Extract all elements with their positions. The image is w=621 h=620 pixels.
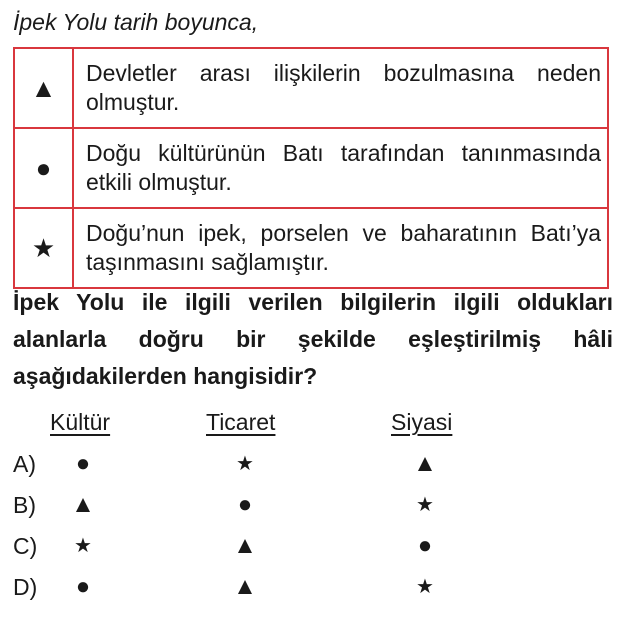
circle-icon: ● [237,491,253,518]
header-kultur: Kültür [50,409,111,435]
header-siyasi: Siyasi [391,409,453,435]
circle-icon: ● [14,128,73,208]
option-b-letter[interactable]: B) [13,492,36,518]
circle-icon: ● [75,573,91,600]
header-ticaret: Ticaret [206,409,276,435]
star-icon: ★ [236,453,254,475]
question-text: İpek Yolu ile ilgili verilen bilgilerin ilgili oldukları alanlarla doğru bir şekilde eşleştirilmiş hâli aşağıdakilerden hangisidir? [13,289,613,389]
triangle-icon: ▲ [233,532,257,559]
table-row [14,48,608,128]
row-text: Devletler arası ilişkilerin bozulmasına neden olmuştur. [73,48,608,128]
triangle-icon: ▲ [233,573,257,600]
option-c-letter[interactable]: C) [13,533,38,559]
star-icon: ★ [416,494,434,516]
star-icon: ★ [416,576,434,598]
triangle-icon: ▲ [71,491,95,518]
row-text: Doğu kültürünün Batı tarafından tanınmasında etkili olmuştur. [73,128,608,208]
option-d-letter[interactable]: D) [13,574,38,600]
circle-icon: ● [417,532,433,559]
circle-icon: ● [75,450,91,477]
table-row [14,128,608,208]
star-icon: ★ [74,535,92,557]
facts-table [13,47,609,289]
triangle-icon: ▲ [413,450,437,477]
row-text: Doğu’nun ipek, porselen ve baharatının Batı’ya taşınmasını sağlamıştır. [73,208,608,288]
triangle-icon: ▲ [14,48,73,128]
intro-text: İpek Yolu tarih boyunca, [13,9,259,35]
star-icon: ★ [14,208,73,288]
table-row [14,208,608,288]
option-a-letter[interactable]: A) [13,451,36,477]
